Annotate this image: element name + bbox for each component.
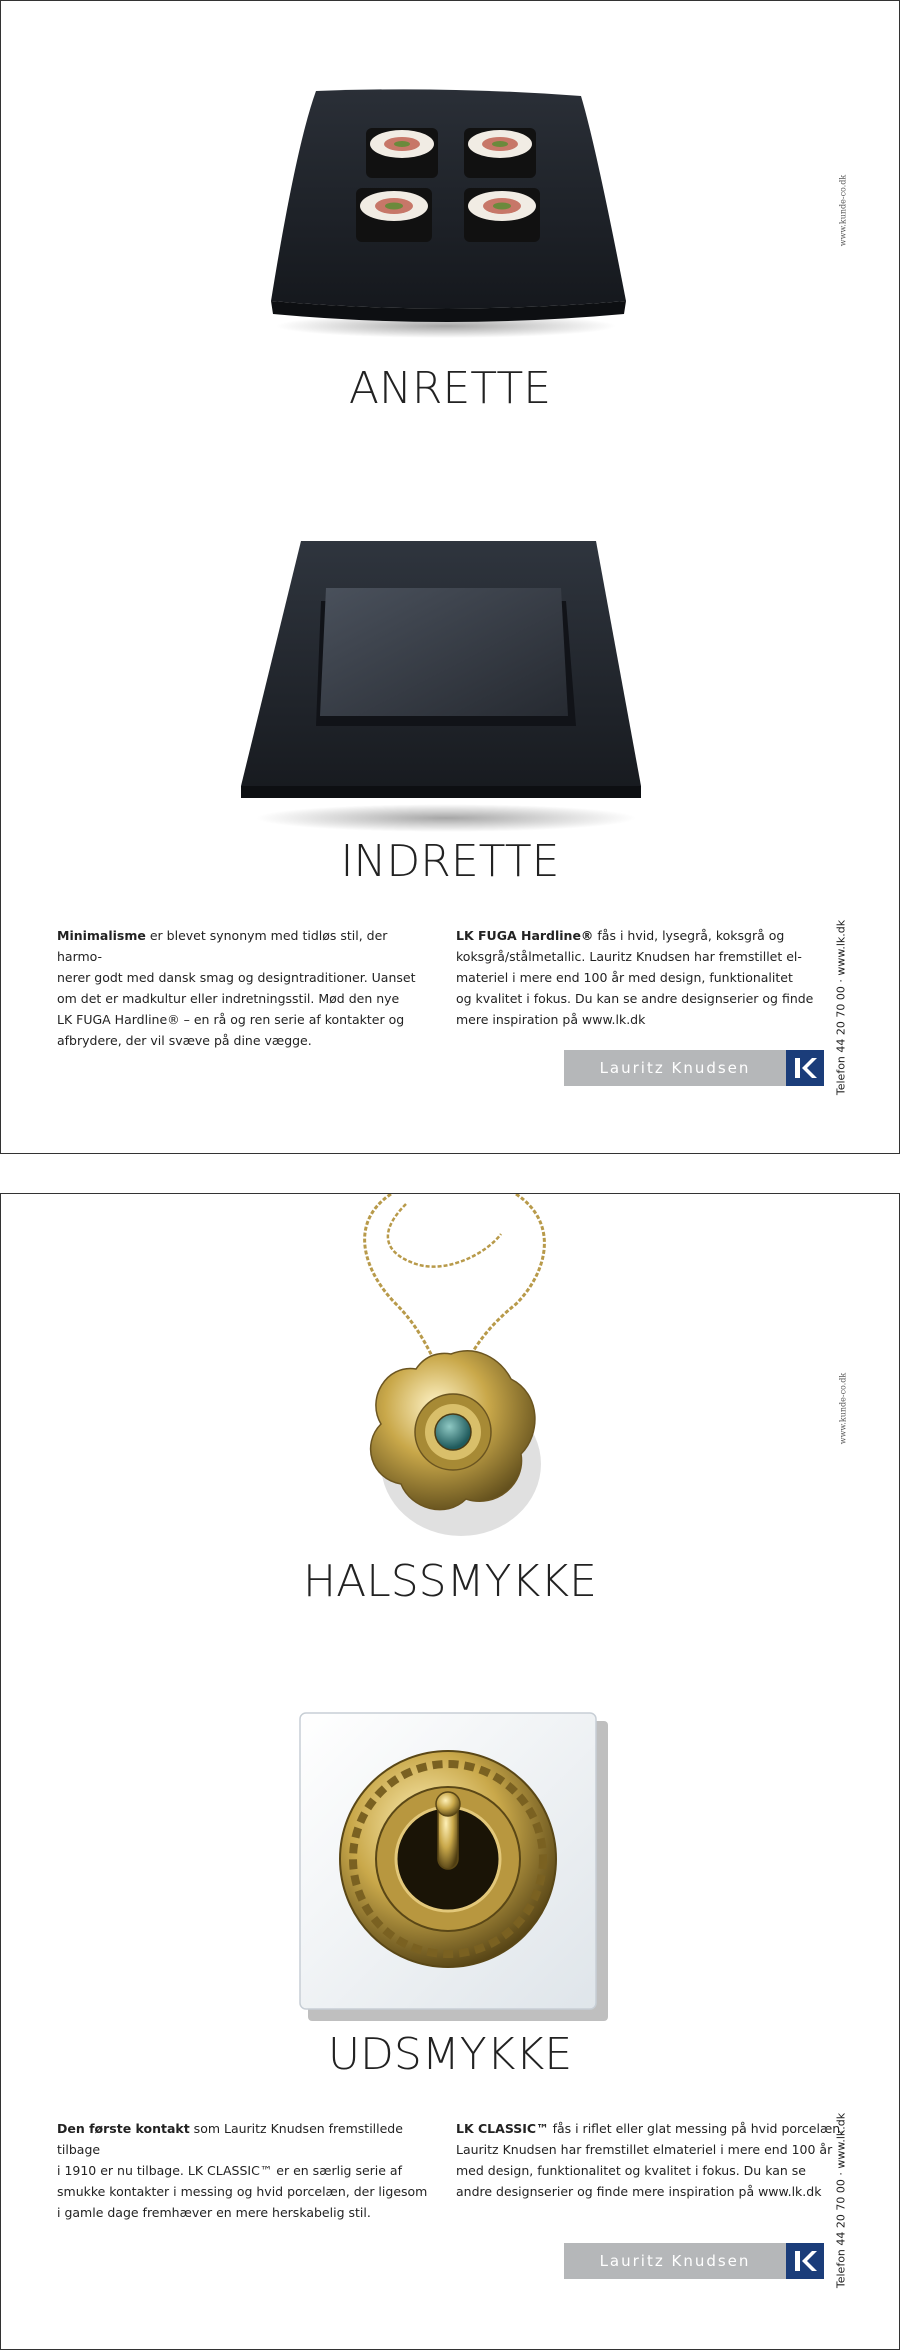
- necklace-pendant-image: [326, 1194, 576, 1564]
- sushi-plate-image: [256, 86, 636, 346]
- sushi-roll: [356, 188, 432, 242]
- headline-halssmykke: HALSSMYKKE: [303, 1556, 597, 1607]
- logo-wordmark: Lauritz Knudsen: [564, 1050, 786, 1086]
- body-lead-bold: Minimalisme: [57, 928, 146, 943]
- headline-udsmykke: UDSMYKKE: [327, 2029, 573, 2080]
- fluted-brass-rosette: [340, 1751, 556, 1967]
- body-text-right: LK CLASSIC™ fås i riflet eller glat messing på hvid porcelæn. Lauritz Knudsen har fremstillet elmateriel i mere end 100 år med design, funktionalitet og kvalitet i fokus. Du kan se andre designserier og finde mere inspiration på www.lk.dk: [456, 2121, 845, 2199]
- ad-fuga-hardline: [0, 0, 900, 1154]
- body-lead-bold: LK FUGA Hardline®: [456, 928, 594, 943]
- sushi-roll: [366, 128, 438, 178]
- sushi-roll: [464, 128, 536, 178]
- headline-indrette: INDRETTE: [340, 836, 560, 887]
- body-lead-bold: LK CLASSIC™: [456, 2121, 549, 2136]
- fuga-hardline-switch-image: [236, 536, 656, 836]
- body-text-left: Minimalisme er blevet synonym med tidløs stil, der harmo- nerer godt med dansk smag og designtraditioner. Uanset om det er madkultur eller indretningsstil. Mød den nye LK FUGA Hardline® – en rå og ren serie af kontakter og afbrydere, der vil svæve på dine vægge.: [57, 928, 416, 1048]
- body-text-left: Den første kontakt som Lauritz Knudsen fremstillede tilbage i 1910 er nu tilbage. LK CLASSIC™ er en særlig serie af smukke kontakter i messing og hvid porcelæn, der ligesom i gamle dage fremhæver en mere herskabelig stil.: [57, 2121, 428, 2220]
- logo-wordmark: Lauritz Knudsen: [564, 2243, 786, 2279]
- lk-logo-icon: [786, 2243, 824, 2279]
- phone-line: Telefon 44 20 70 00 · www.lk.dk: [834, 919, 848, 1096]
- phone-line: Telefon 44 20 70 00 · www.lk.dk: [834, 2112, 848, 2289]
- side-url: www.kunde-co.dk: [838, 174, 848, 247]
- lauritz-knudsen-logo: [564, 1050, 824, 1086]
- lk-logo-icon: [786, 1050, 824, 1086]
- side-url: www.kunde-co.dk: [838, 1372, 848, 1445]
- ad-lk-classic: [0, 1193, 900, 2350]
- sushi-roll: [464, 188, 540, 242]
- body-text-right: LK FUGA Hardline® fås i hvid, lysegrå, koksgrå og koksgrå/stålmetallic. Lauritz Knudsen har fremstillet el- materiel i mere end 100 år med design, funktionalitet og kvalitet i fokus. Du kan se andre designserier og finde mere inspiration på www.lk.dk: [456, 928, 814, 1027]
- lk-classic-switch-image: [296, 1709, 611, 2024]
- headline-anrette: ANRETTE: [348, 363, 552, 414]
- lauritz-knudsen-logo: [564, 2243, 824, 2279]
- body-lead-bold: Den første kontakt: [57, 2121, 190, 2136]
